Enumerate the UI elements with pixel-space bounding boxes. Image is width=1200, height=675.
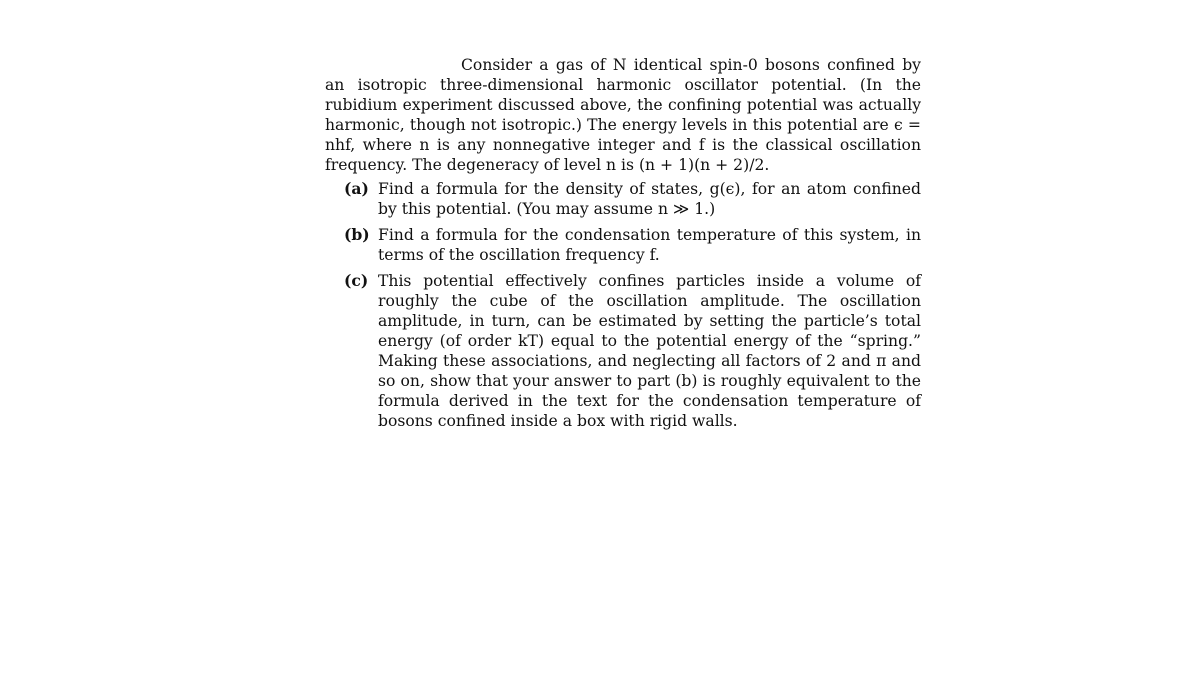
part-c-text: This potential effectively confines particles inside a volume of roughly the cube of the oscillation amplitude. The oscillation amplitude, in turn, can be estimated by setting the particle’s total energy (of order kT) equal to the potential energy of the “spring.” Making these associations, and neglecting all factors of 2 and π and so on, show that your answer to part (b) is roughly equivalent to the formula derived in the text for the condensation temperature of bosons confined inside a box with rigid walls. <box>378 272 921 430</box>
problem-part-a <box>325 179 921 219</box>
problem-text-block <box>325 55 921 437</box>
part-a-label: (a) <box>344 179 369 198</box>
part-a-text: Find a formula for the density of states, g(ϵ), for an atom confined by this potential. (You may assume n ≫ 1.) <box>378 180 921 218</box>
problem-parts-list <box>325 179 921 431</box>
part-b-label: (b) <box>344 225 370 244</box>
problem-part-b <box>325 225 921 265</box>
problem-intro-paragraph: Consider a gas of N identical spin-0 bosons confined by an isotropic three-dimensional harmonic oscillator potential. (In the rubidium experiment discussed above, the confining potential was actually harmonic, though not isotropic.) The energy levels in this potential are ϵ = nhf, where n is any nonnegative integer and f is the classical oscillation frequency. The degeneracy of level n is (n + 1)(n + 2)/2. <box>325 56 921 174</box>
problem-part-c <box>325 271 921 431</box>
part-b-text: Find a formula for the condensation temperature of this system, in terms of the oscillation frequency f. <box>378 226 921 264</box>
part-c-label: (c) <box>344 271 369 290</box>
